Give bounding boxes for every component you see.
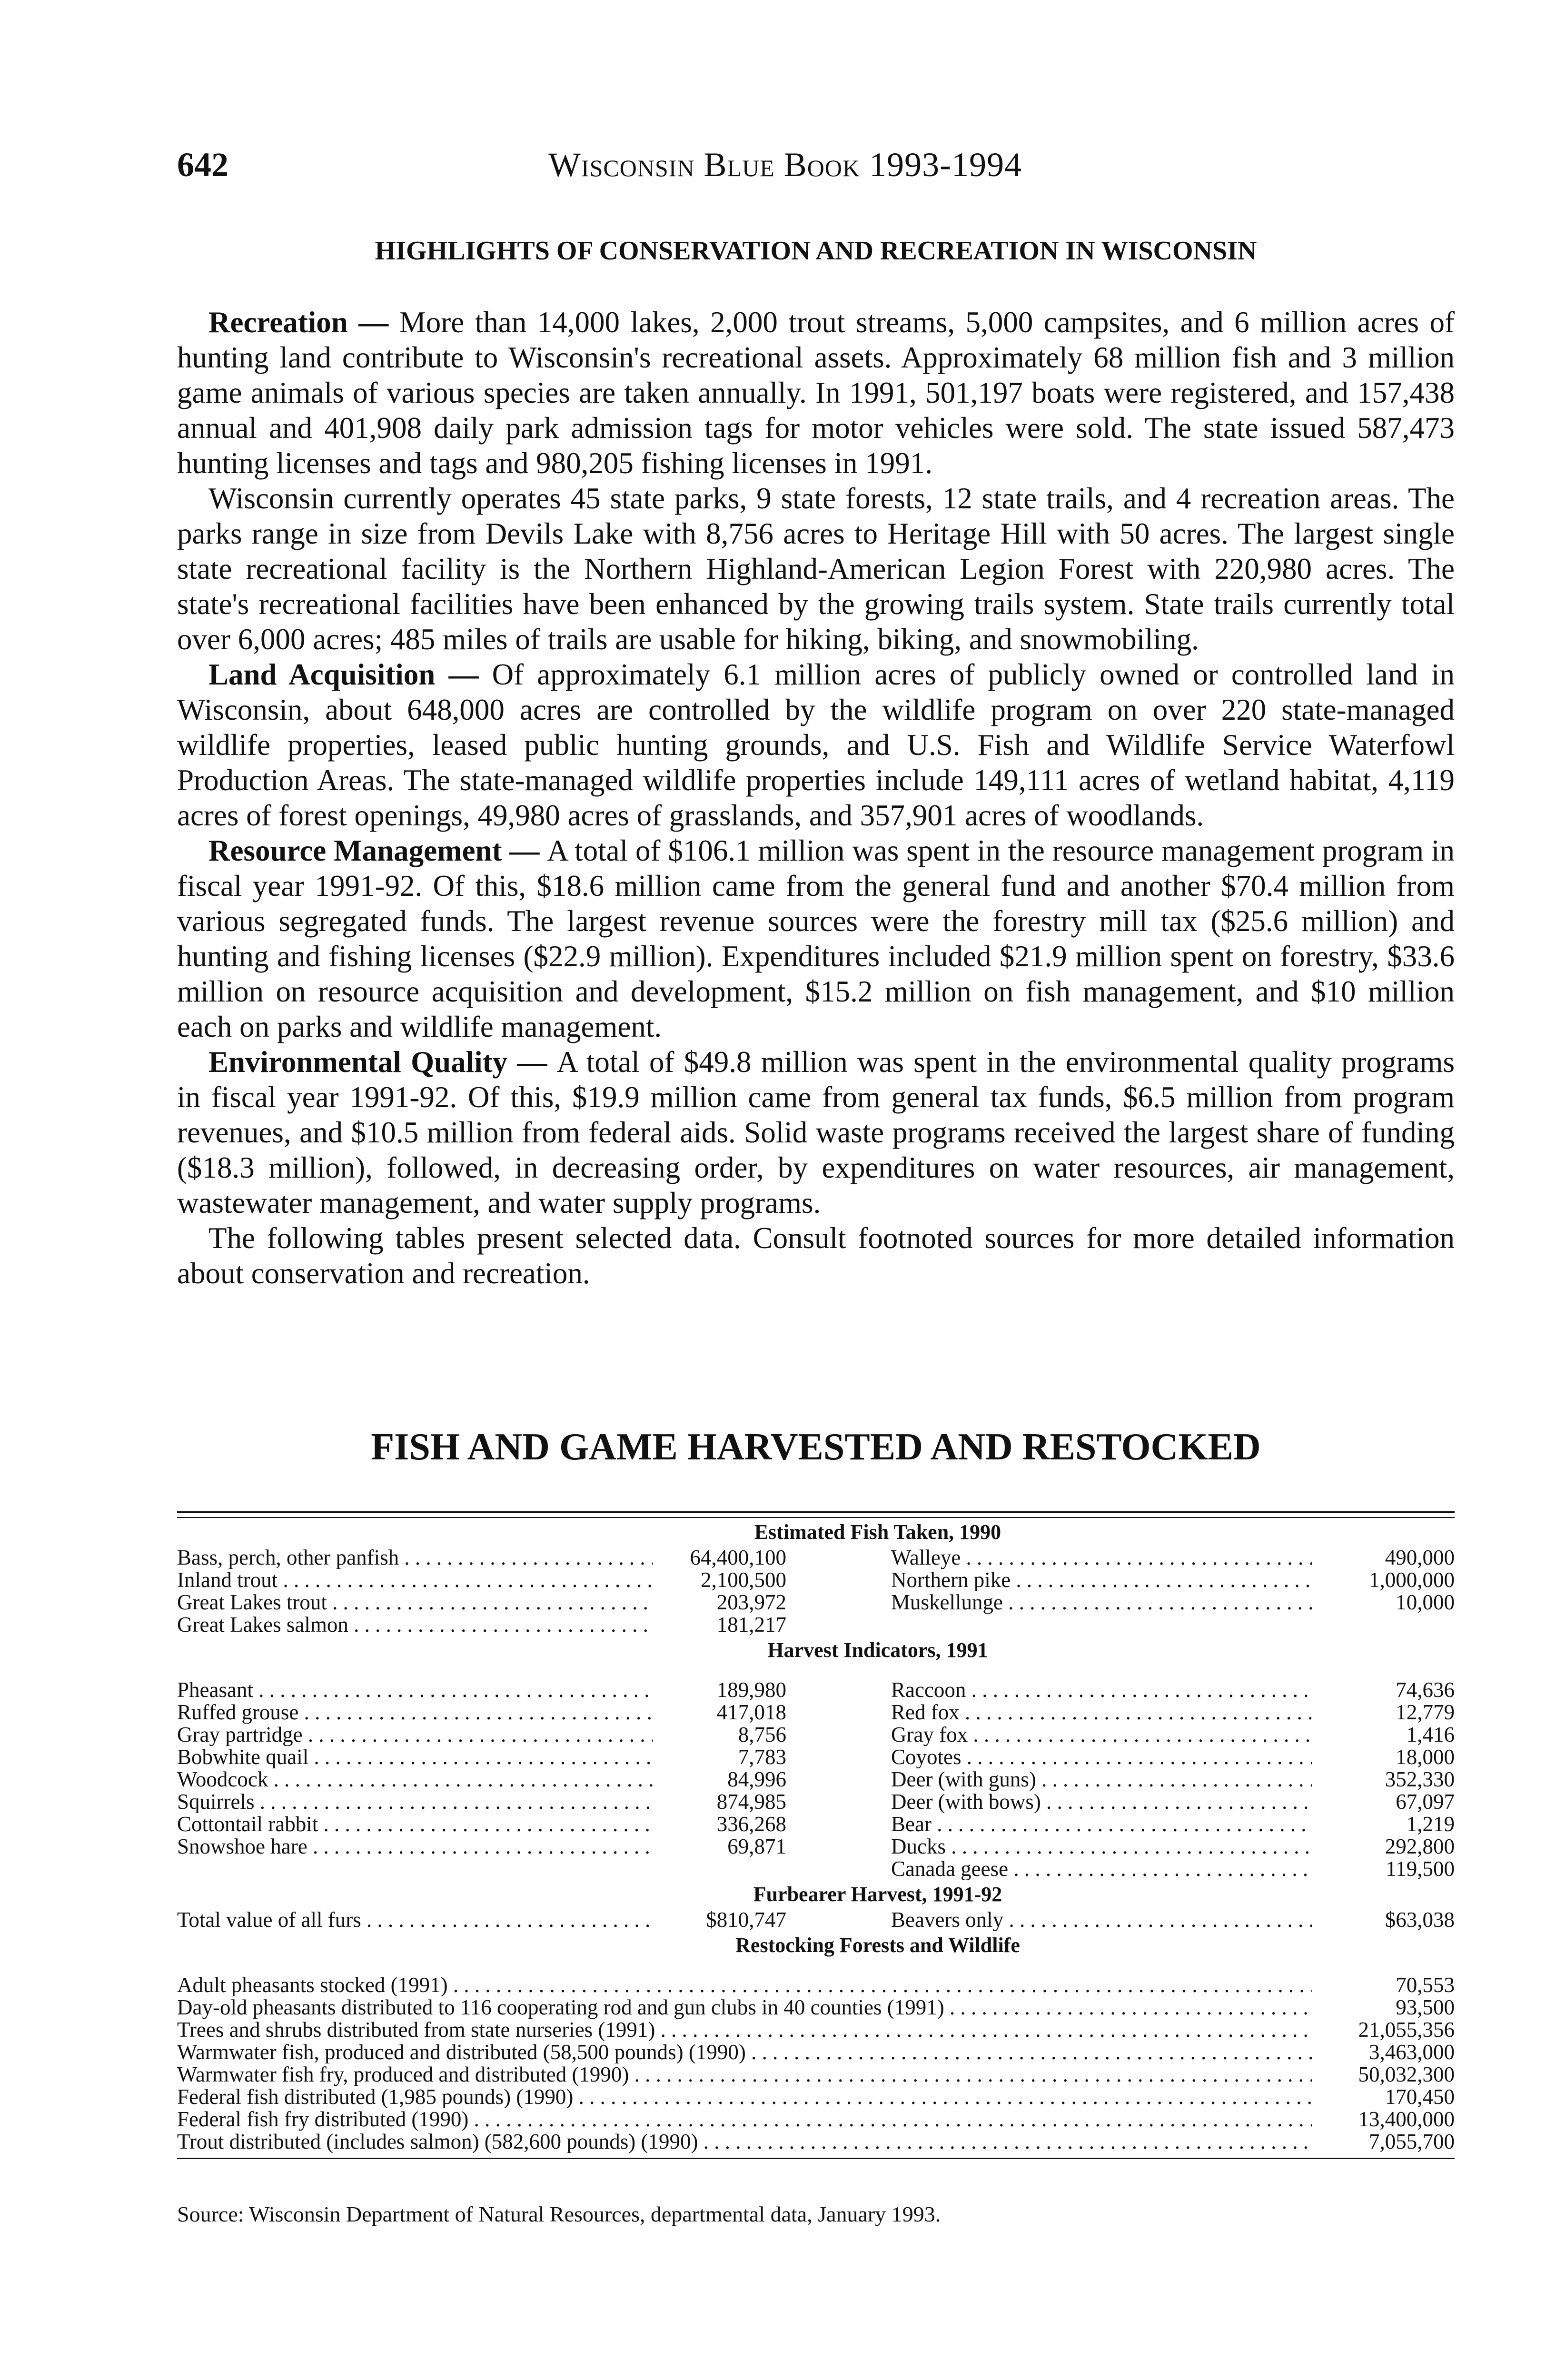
row-value: 70,553 [1396, 1973, 1455, 1997]
row-value: 1,416 [1406, 1723, 1455, 1746]
row-value: 352,330 [1385, 1767, 1455, 1791]
table-row [177, 2131, 1455, 2153]
row-label: Beavers only . . . [891, 1909, 1312, 1931]
table-row [834, 1679, 1455, 1701]
row-value: 490,000 [1385, 1546, 1455, 1569]
row-value: 874,985 [716, 1790, 786, 1814]
harvest-right-column [834, 1679, 1455, 1880]
table-row [834, 1909, 1455, 1931]
row-label: Gray fox . . . [891, 1724, 1312, 1746]
paragraph-lead: Environmental Quality — [208, 1045, 557, 1079]
row-label: Cottontail rabbit . . . [177, 1813, 653, 1835]
paragraph-following-tables [177, 1220, 1455, 1291]
table-row [834, 1835, 1455, 1858]
paragraph-state-parks [177, 481, 1455, 657]
row-label: Day-old pheasants distributed to 116 cooperating rod and gun clubs in 40 counties (1991) . . . [177, 1996, 1312, 2019]
table-row [177, 1835, 834, 1858]
row-value: 74,636 [1396, 1678, 1455, 1702]
row-value: 119,500 [1386, 1857, 1455, 1881]
paragraph-text: Wisconsin currently operates 45 state parks, 9 state forests, 12 state trails, and 4 recreation areas. The parks range in size from Devils Lake with 8,756 acres to Heritage Hill with 50 acres. The largest single state recreational facility is the Northern Highland-American Legion Forest with 220,980 acres. The state's recreational facilities have been enhanced by the growing trails system. State trails currently total over 6,000 acres; 485 miles of trails are usable for hiking, biking, and snowmobiling. [177, 482, 1455, 656]
paragraph-text: A total of $49.8 million was spent in the environmental quality programs in fiscal year 1991-92. Of this, $19.9 million came from general tax funds, $6.5 million from program revenues, and $10.5 million from federal aids. Solid waste programs received the largest share of funding ($18.3 million), followed, in decreasing order, by expenditures on water resources, air management, wastewater management, and water supply programs. [177, 1045, 1455, 1220]
furbearer-section [177, 1909, 1455, 1931]
row-label: Warmwater fish, produced and distributed (58,500 pounds) (1990) . . . [177, 2041, 1312, 2063]
row-label: Inland trout . . . [177, 1569, 653, 1591]
paragraph-text: A total of $106.1 million was spent in the resource management program in fiscal year 1991-92. Of this, $18.6 million came from the general fund and another $70.4 million from various segregated funds. The largest revenue sources were the forestry mill tax ($25.6 million) and hunting and fishing licenses ($22.9 million). Expenditures included $21.9 million spent on forestry, $33.6 million on resource acquisition and development, $15.2 million on fish management, and $10 million each on parks and wildlife management. [177, 834, 1455, 1043]
row-value: 50,032,300 [1358, 2063, 1455, 2086]
table-row [177, 2063, 1455, 2086]
table-row [834, 1547, 1455, 1569]
row-label: Ducks . . . [891, 1835, 1312, 1858]
fish-left-column [177, 1547, 834, 1636]
row-label: Bear . . . [891, 1813, 1312, 1835]
table-row [834, 1791, 1455, 1813]
row-label: Deer (with guns) . . . [891, 1768, 1312, 1791]
paragraph-lead: Land Acquisition — [208, 658, 492, 691]
row-value: 1,000,000 [1369, 1568, 1455, 1592]
row-label: Warmwater fish fry, produced and distributed (1990) . . . [177, 2063, 1312, 2086]
table-row [834, 1591, 1455, 1614]
furbearer-heading: Furbearer Harvest, 1991-92 [753, 1883, 1002, 1906]
highlights-body [177, 305, 1455, 1291]
fish-section [177, 1547, 1455, 1636]
source-note: Source: Wisconsin Department of Natural Resources, departmental data, January 1993. [177, 2202, 941, 2226]
row-label: Canada geese . . . [891, 1858, 1312, 1880]
row-value: $63,038 [1385, 1908, 1455, 1932]
harvest-left-column [177, 1679, 834, 1880]
fish-heading: Estimated Fish Taken, 1990 [754, 1520, 1001, 1544]
row-label: Woodcock . . . [177, 1768, 653, 1791]
restocking-section [177, 1974, 1455, 2153]
paragraph-environmental-quality [177, 1044, 1455, 1220]
paragraph-text: More than 14,000 lakes, 2,000 trout streams, 5,000 campsites, and 6 million acres of hunting land contribute to Wisconsin's recreational assets. Approximately 68 million fish and 3 million game animals of various species are taken annually. In 1991, 501,197 boats were registered, and 157,438 annual and 401,908 daily park admission tags for motor vehicles were sold. The state issued 587,473 hunting licenses and tags and 980,205 fishing licenses in 1991. [177, 306, 1455, 480]
row-label: Squirrels . . . [177, 1791, 653, 1813]
table-row [177, 2041, 1455, 2063]
table-row [834, 1569, 1455, 1591]
row-label: Muskellunge . . . [891, 1591, 1312, 1614]
furbearer-right-column [834, 1909, 1455, 1931]
row-label: Federal fish distributed (1,985 pounds) (1990) . . . [177, 2086, 1312, 2108]
table-row [177, 1909, 834, 1931]
row-value: 170,450 [1385, 2085, 1455, 2109]
table-row [177, 1679, 834, 1701]
row-label: Great Lakes salmon . . . [177, 1614, 653, 1636]
table-row [834, 1768, 1455, 1791]
page-number: 642 [177, 146, 228, 184]
table-row [177, 2019, 1455, 2041]
table-row [177, 2086, 1455, 2108]
row-label: Coyotes . . . [891, 1746, 1312, 1768]
table-row [177, 1974, 1455, 1996]
restocking-heading: Restocking Forests and Wildlife [735, 1934, 1020, 1957]
row-value: 13,400,000 [1358, 2107, 1455, 2131]
paragraph-resource-management [177, 833, 1455, 1044]
row-value: 7,055,700 [1369, 2130, 1455, 2153]
table-row [177, 1791, 834, 1813]
table-row [177, 1996, 1455, 2019]
row-value: 7,783 [738, 1745, 786, 1769]
row-value: 10,000 [1396, 1590, 1455, 1614]
row-label: Red fox . . . [891, 1701, 1312, 1724]
row-value: $810,747 [706, 1908, 786, 1932]
row-label: Federal fish fry distributed (1990) . . . [177, 2108, 1312, 2131]
row-value: 18,000 [1396, 1745, 1455, 1769]
row-label: Bobwhite quail . . . [177, 1746, 653, 1768]
row-value: 84,996 [727, 1767, 786, 1791]
row-label: Great Lakes trout . . . [177, 1591, 653, 1614]
row-label: Adult pheasants stocked (1991) . . . [177, 1974, 1312, 1996]
running-head: Wisconsin Blue Book 1993-1994 [548, 146, 1022, 184]
row-label: Raccoon . . . [891, 1679, 1312, 1701]
table-row [177, 1591, 834, 1614]
row-value: 21,055,356 [1358, 2018, 1455, 2042]
table-row [834, 1746, 1455, 1768]
table-bottom-rule [177, 2158, 1455, 2159]
table-title: FISH AND GAME HARVESTED AND RESTOCKED [371, 1426, 1261, 1468]
row-value: 12,779 [1396, 1700, 1455, 1724]
table-row [177, 1569, 834, 1591]
fish-right-column [834, 1547, 1455, 1636]
paragraph-recreation [177, 305, 1455, 481]
row-label: Deer (with bows) . . . [891, 1791, 1312, 1813]
row-label: Trees and shrubs distributed from state nurseries (1991) . . . [177, 2019, 1312, 2041]
paragraph-land-acquisition [177, 657, 1455, 833]
table-row [177, 1547, 834, 1569]
row-value: 203,972 [716, 1590, 786, 1614]
paragraph-lead: Recreation — [208, 306, 399, 339]
row-value: 417,018 [716, 1700, 786, 1724]
row-value: 181,217 [716, 1613, 786, 1636]
table-row [834, 1813, 1455, 1835]
table-row [177, 1724, 834, 1746]
paragraph-lead: Resource Management — [208, 834, 547, 867]
harvest-heading: Harvest Indicators, 1991 [767, 1638, 988, 1662]
row-label: Ruffed grouse . . . [177, 1701, 653, 1724]
row-value: 8,756 [738, 1723, 786, 1746]
furbearer-left-column [177, 1909, 834, 1931]
row-label: Walleye . . . [891, 1547, 1312, 1569]
row-value: 1,219 [1406, 1812, 1455, 1836]
row-label: Total value of all furs . . . [177, 1909, 653, 1931]
row-label: Bass, perch, other panfish . . . [177, 1547, 653, 1569]
row-value: 67,097 [1396, 1790, 1455, 1814]
paragraph-text: The following tables present selected data. Consult footnoted sources for more detailed information about conservation and recreation. [177, 1221, 1455, 1290]
table-row [834, 1701, 1455, 1724]
row-value: 292,800 [1385, 1835, 1455, 1858]
section-title: HIGHLIGHTS OF CONSERVATION AND RECREATION IN WISCONSIN [375, 236, 1257, 266]
table-row [834, 1724, 1455, 1746]
paragraph-text: Of approximately 6.1 million acres of publicly owned or controlled land in Wisconsin, about 648,000 acres are controlled by the wildlife program on over 220 state-managed wildlife properties, leased public hunting grounds, and U.S. Fish and Wildlife Service Waterfowl Production Areas. The state-managed wildlife properties include 149,111 acres of wetland habitat, 4,119 acres of forest openings, 49,980 acres of grasslands, and 357,901 acres of woodlands. [177, 658, 1455, 832]
row-value: 93,500 [1396, 1995, 1455, 2019]
row-value: 3,463,000 [1369, 2040, 1455, 2064]
row-value: 189,980 [716, 1678, 786, 1702]
row-value: 2,100,500 [701, 1568, 786, 1592]
row-label: Trout distributed (includes salmon) (582,600 pounds) (1990) . . . [177, 2131, 1312, 2153]
table-row [177, 1746, 834, 1768]
table-row [177, 1614, 834, 1636]
table-top-rule [177, 1511, 1455, 1518]
row-value: 69,871 [727, 1835, 786, 1858]
row-label: Gray partridge . . . [177, 1724, 653, 1746]
table-row [177, 1813, 834, 1835]
harvest-section [177, 1679, 1455, 1880]
row-label: Northern pike . . . [891, 1569, 1312, 1591]
row-label: Pheasant . . . [177, 1679, 653, 1701]
row-value: 336,268 [716, 1812, 786, 1836]
row-value: 64,400,100 [690, 1546, 786, 1569]
table-row [177, 1701, 834, 1724]
fish-game-table [177, 1511, 1455, 2159]
table-row [177, 2108, 1455, 2131]
table-row [834, 1858, 1455, 1880]
table-row [177, 1768, 834, 1791]
row-label: Snowshoe hare . . . [177, 1835, 653, 1858]
